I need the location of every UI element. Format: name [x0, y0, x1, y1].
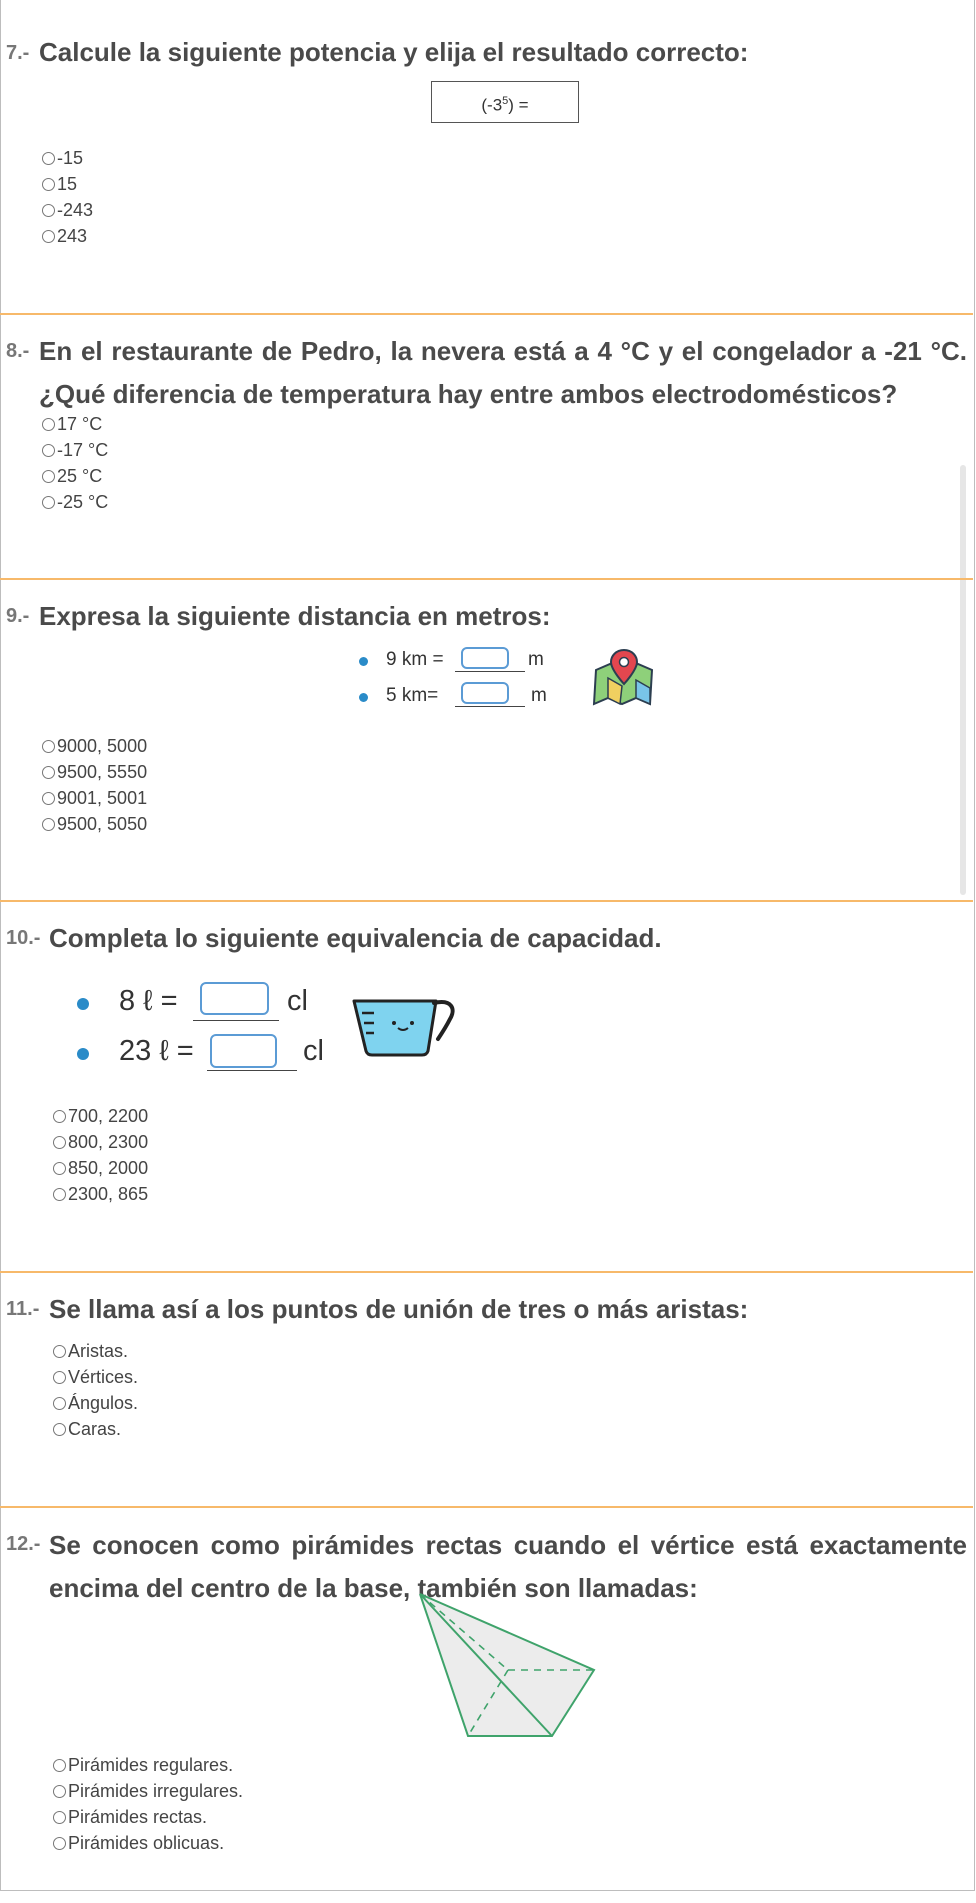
answer-blank	[461, 647, 509, 669]
radio-button[interactable]	[53, 1188, 66, 1201]
conversion-left: 23 ℓ =	[119, 1035, 194, 1067]
options-list	[53, 1103, 148, 1207]
radio-button[interactable]	[53, 1759, 66, 1772]
radio-button[interactable]	[42, 418, 55, 431]
radio-button[interactable]	[53, 1811, 66, 1824]
question-number: 8.-	[6, 340, 30, 362]
section-divider	[0, 900, 973, 902]
question-number: 7.-	[6, 42, 30, 64]
option-4[interactable]: 2300, 865	[53, 1181, 148, 1207]
radio-button[interactable]	[42, 470, 55, 483]
radio-button[interactable]	[53, 1162, 66, 1175]
option-3[interactable]: 9001, 5001	[42, 785, 147, 811]
option-4[interactable]: Pirámides oblicuas.	[53, 1830, 243, 1856]
unit-label: cl	[287, 985, 308, 1017]
question-number: 9.-	[6, 605, 30, 627]
blank-underline	[193, 1020, 279, 1021]
question-title: Se conocen como pirámides rectas cuando el vértice está exactamente encima del centro de la base, también son llamadas:	[49, 1530, 967, 1603]
bullet-point	[77, 998, 89, 1010]
section-divider	[0, 1271, 973, 1273]
measuring-cup-icon	[350, 995, 460, 1057]
options-list	[42, 411, 108, 515]
conversion-left: 9 km =	[386, 649, 444, 670]
option-2[interactable]: 9500, 5550	[42, 759, 147, 785]
question-title: Calcule la siguiente potencia y elija el resultado correcto:	[39, 37, 749, 67]
option-3[interactable]: Pirámides rectas.	[53, 1804, 243, 1830]
radio-button[interactable]	[42, 178, 55, 191]
option-1[interactable]: 9000, 5000	[42, 733, 147, 759]
radio-button[interactable]	[42, 230, 55, 243]
option-1[interactable]: 700, 2200	[53, 1103, 148, 1129]
radio-button[interactable]	[53, 1837, 66, 1850]
question-title: En el restaurante de Pedro, la nevera está a 4 °C y el congelador a -21 °C. ¿Qué diferencia de temperatura hay entre ambos electrodomésticos?	[39, 336, 967, 409]
conversion-left: 5 km=	[386, 685, 439, 706]
pyramid-figure	[410, 1590, 605, 1740]
radio-button[interactable]	[42, 766, 55, 779]
question-title: Expresa la siguiente distancia en metros:	[39, 601, 551, 631]
bullet-point	[77, 1048, 89, 1060]
option-1[interactable]: Pirámides regulares.	[53, 1752, 243, 1778]
option-4[interactable]: -25 °C	[42, 489, 108, 515]
blank-underline	[455, 671, 525, 672]
option-3[interactable]: 850, 2000	[53, 1155, 148, 1181]
question-number: 11.-	[6, 1298, 40, 1320]
section-divider	[0, 313, 973, 315]
options-list	[53, 1752, 243, 1856]
option-2[interactable]: -17 °C	[42, 437, 108, 463]
radio-button[interactable]	[53, 1136, 66, 1149]
question-number: 10.-	[6, 927, 41, 949]
unit-label: m	[528, 649, 544, 670]
power-expression-box: $(-3^5)$ =	[431, 81, 579, 123]
radio-button[interactable]	[42, 496, 55, 509]
answer-blank	[200, 982, 269, 1015]
radio-button[interactable]	[53, 1110, 66, 1123]
question-title: Se llama así a los puntos de unión de tres o más aristas:	[49, 1294, 749, 1324]
section-divider	[0, 578, 973, 580]
options-list	[42, 145, 93, 249]
radio-button[interactable]	[53, 1785, 66, 1798]
answer-blank	[210, 1034, 277, 1068]
options-list	[42, 733, 147, 837]
option-1[interactable]: 17 °C	[42, 411, 108, 437]
radio-button[interactable]	[42, 204, 55, 217]
options-list	[53, 1338, 138, 1442]
map-pin-icon	[592, 648, 656, 706]
option-4[interactable]: 9500, 5050	[42, 811, 147, 837]
option-3[interactable]: Ángulos.	[53, 1390, 138, 1416]
unit-label: m	[531, 685, 547, 706]
option-1[interactable]: -15	[42, 145, 93, 171]
section-divider	[0, 1506, 973, 1508]
option-4[interactable]: Caras.	[53, 1416, 138, 1442]
scrollbar-thumb[interactable]	[960, 465, 966, 895]
radio-button[interactable]	[42, 740, 55, 753]
option-2[interactable]: 800, 2300	[53, 1129, 148, 1155]
option-2[interactable]: Pirámides irregulares.	[53, 1778, 243, 1804]
question-title: Completa lo siguiente equivalencia de capacidad.	[49, 923, 662, 953]
conversion-left: 8 ℓ =	[119, 985, 178, 1017]
option-1[interactable]: Aristas.	[53, 1338, 138, 1364]
bullet-point	[359, 657, 368, 666]
question-number: 12.-	[6, 1533, 41, 1555]
option-4[interactable]: 243	[42, 223, 93, 249]
bullet-point	[359, 693, 368, 702]
unit-label: cl	[303, 1035, 324, 1067]
radio-button[interactable]	[42, 818, 55, 831]
radio-button[interactable]	[42, 444, 55, 457]
radio-button[interactable]	[42, 152, 55, 165]
option-3[interactable]: -243	[42, 197, 93, 223]
radio-button[interactable]	[53, 1423, 66, 1436]
radio-button[interactable]	[42, 792, 55, 805]
answer-blank	[461, 682, 509, 704]
option-3[interactable]: 25 °C	[42, 463, 108, 489]
option-2[interactable]: 15	[42, 171, 93, 197]
blank-underline	[207, 1070, 297, 1071]
radio-button[interactable]	[53, 1371, 66, 1384]
radio-button[interactable]	[53, 1345, 66, 1358]
blank-underline	[455, 706, 525, 707]
radio-button[interactable]	[53, 1397, 66, 1410]
option-2[interactable]: Vértices.	[53, 1364, 138, 1390]
